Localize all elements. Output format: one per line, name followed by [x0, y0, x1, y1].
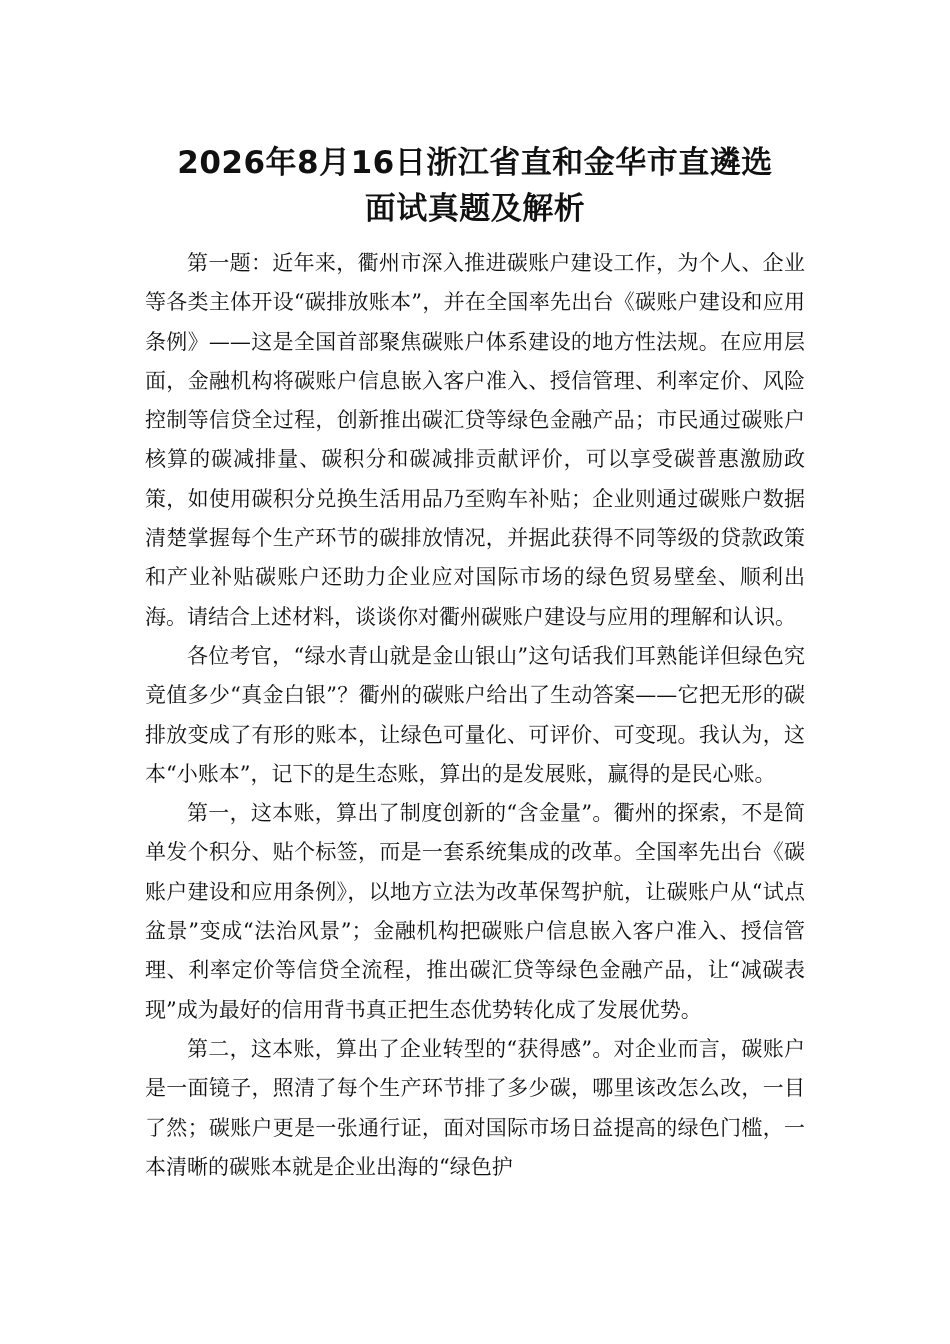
document-title [120, 140, 830, 232]
title-line-2: 面试真题及解析 [364, 191, 586, 227]
answer-point-1-paragraph: 第一，这本账，算出了制度创新的“含金量”。衢州的探索，不是简单发个积分、贴个标签，而是一套系统集成的改革。全国率先出台《碳账户建设和应用条例》，以地方立法为改革保驾护航，让碳账户从“试点盆景”变成“法治风景”；金融机构把碳账户信息嵌入客户准入、授信管理、利率定价等信贷全流程，推出碳汇贷等绿色金融产品，让“减碳表现”成为最好的信用背书真正把生态优势转化成了发展优势。 [145, 801, 805, 1022]
answer-point-2-paragraph: 第二，这本账，算出了企业转型的“获得感”。对企业而言，碳账户是一面镜子，照清了每个生产环节排了多少碳，哪里该改怎么改，一目了然；碳账户更是一张通行证，面对国际市场日益提高的绿色门槛，一本清晰的碳账本就是企业出海的“绿色护 [145, 1036, 805, 1179]
title-line-1: 2026年8月16日浙江省直和金华市直遴选 [177, 145, 773, 181]
question-paragraph: 第一题：近年来，衢州市深入推进碳账户建设工作，为个人、企业等各类主体开设“碳排放账本”，并在全国率先出台《碳账户建设和应用条例》——这是全国首部聚焦碳账户体系建设的地方性法规。在应用层面，金融机构将碳账户信息嵌入客户准入、授信管理、利率定价、风险控制等信贷全过程，创新推出碳汇贷等绿色金融产品；市民通过碳账户核算的碳减排量、碳积分和碳减排贡献评价，可以享受碳普惠激励政策，如使用碳积分兑换生活用品乃至购车补贴；企业则通过碳账户数据清楚掌握每个生产环节的碳排放情况，并据此获得不同等级的贷款政策和产业补贴碳账户还助力企业应对国际市场的绿色贸易壁垒、顺利出海。请结合上述材料，谈谈你对衢州碳账户建设与应用的理解和认识。 [145, 251, 805, 629]
answer-intro-paragraph: 各位考官，“绿水青山就是金山银山”这句话我们耳熟能详但绿色究竟值多少“真金白银”？衢州的碳账户给出了生动答案——它把无形的碳排放变成了有形的账本，让绿色可量化、可评价、可变现。我认为，这本“小账本”，记下的是生态账，算出的是发展账，赢得的是民心账。 [145, 643, 805, 786]
document-body [145, 244, 805, 1187]
